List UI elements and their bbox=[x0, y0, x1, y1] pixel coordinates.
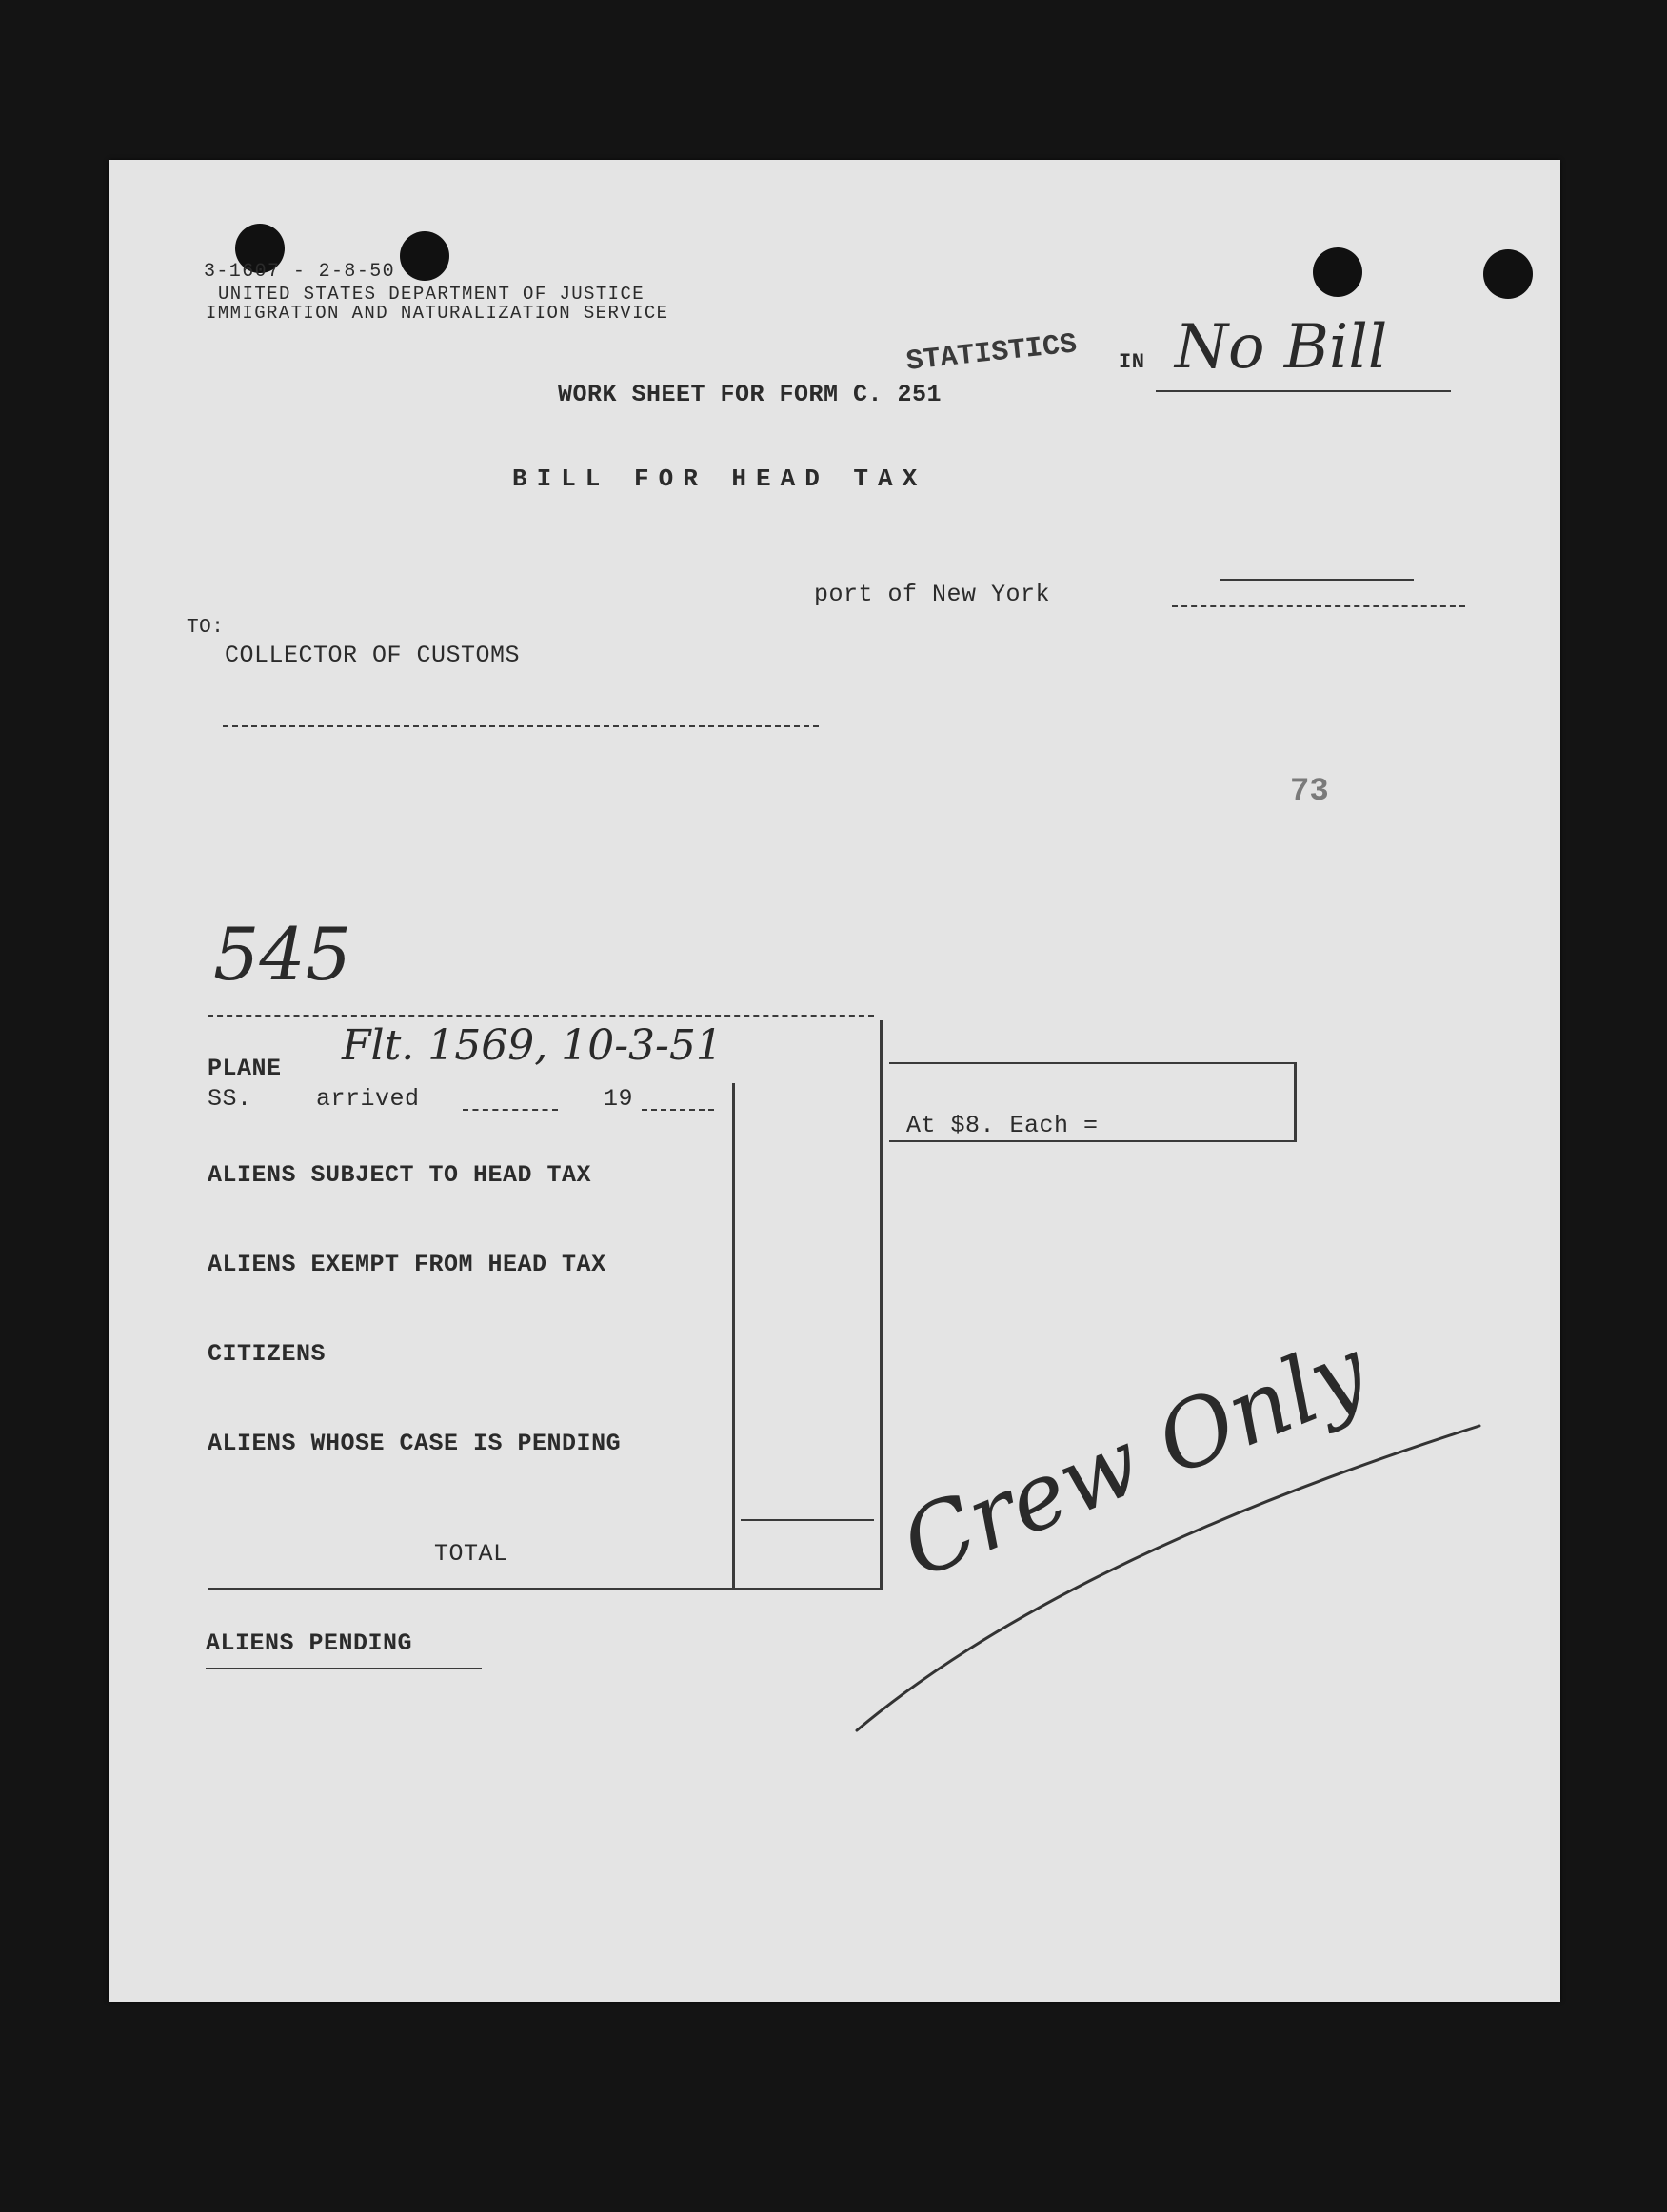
total-divider bbox=[741, 1519, 874, 1521]
punch-hole bbox=[1483, 249, 1533, 299]
handwritten-number: 545 bbox=[213, 912, 352, 997]
aliens-pending-label: ALIENS PENDING bbox=[206, 1629, 413, 1657]
form-bottom-line bbox=[208, 1588, 883, 1590]
date-line-lower bbox=[1172, 605, 1465, 607]
arrived-label: arrived bbox=[316, 1085, 420, 1113]
agency-line-1: UNITED STATES DEPARTMENT OF JUSTICE bbox=[218, 284, 645, 305]
form-inner-column bbox=[732, 1083, 735, 1590]
statistics-stamp: STATISTICS bbox=[904, 328, 1079, 379]
aliens-pending-underline bbox=[206, 1668, 482, 1669]
plane-label: PLANE bbox=[208, 1055, 282, 1082]
plane-value: Flt. 1569, 10-3-51 bbox=[342, 1021, 723, 1070]
worksheet-title: WORK SHEET FOR FORM C. 251 bbox=[558, 381, 943, 408]
bill-title: BILL FOR HEAD TAX bbox=[512, 464, 927, 493]
row-aliens-pending-case: ALIENS WHOSE CASE IS PENDING bbox=[208, 1430, 622, 1457]
to-label: TO: bbox=[187, 617, 225, 639]
arrived-date-line bbox=[463, 1109, 558, 1111]
date-line-upper bbox=[1220, 579, 1414, 581]
handwritten-note: Crew Only bbox=[887, 1316, 1381, 1599]
punch-hole bbox=[400, 231, 449, 281]
ss-label: SS. bbox=[208, 1085, 252, 1113]
rate-box-right bbox=[1294, 1062, 1297, 1140]
in-label: IN bbox=[1119, 350, 1145, 374]
punch-hole bbox=[1313, 247, 1362, 297]
addressee-underline bbox=[223, 725, 819, 727]
agency-line-2: IMMIGRATION AND NATURALIZATION SERVICE bbox=[206, 303, 669, 324]
year-prefix: 19 bbox=[604, 1085, 634, 1113]
year-line bbox=[642, 1109, 714, 1111]
addressee: COLLECTOR OF CUSTOMS bbox=[225, 642, 521, 669]
form-right-border bbox=[880, 1020, 883, 1590]
form-code: 3-1607 - 2-8-50 bbox=[204, 261, 396, 283]
rate-box-bottom bbox=[889, 1140, 1297, 1142]
form-top-line bbox=[208, 1015, 874, 1017]
port-label: port of New York bbox=[814, 581, 1051, 608]
handwritten-stroke bbox=[109, 160, 1560, 2002]
page-number: 73 bbox=[1290, 774, 1329, 810]
in-underline bbox=[1156, 390, 1451, 392]
row-aliens-exempt: ALIENS EXEMPT FROM HEAD TAX bbox=[208, 1251, 606, 1278]
document-page bbox=[109, 160, 1560, 2002]
total-label: TOTAL bbox=[434, 1540, 508, 1568]
row-aliens-subject: ALIENS SUBJECT TO HEAD TAX bbox=[208, 1161, 592, 1189]
rate-box-top bbox=[889, 1062, 1295, 1064]
row-citizens: CITIZENS bbox=[208, 1340, 327, 1368]
rate-label: At $8. Each = bbox=[906, 1112, 1099, 1139]
in-handwritten-value: No Bill bbox=[1175, 312, 1388, 383]
